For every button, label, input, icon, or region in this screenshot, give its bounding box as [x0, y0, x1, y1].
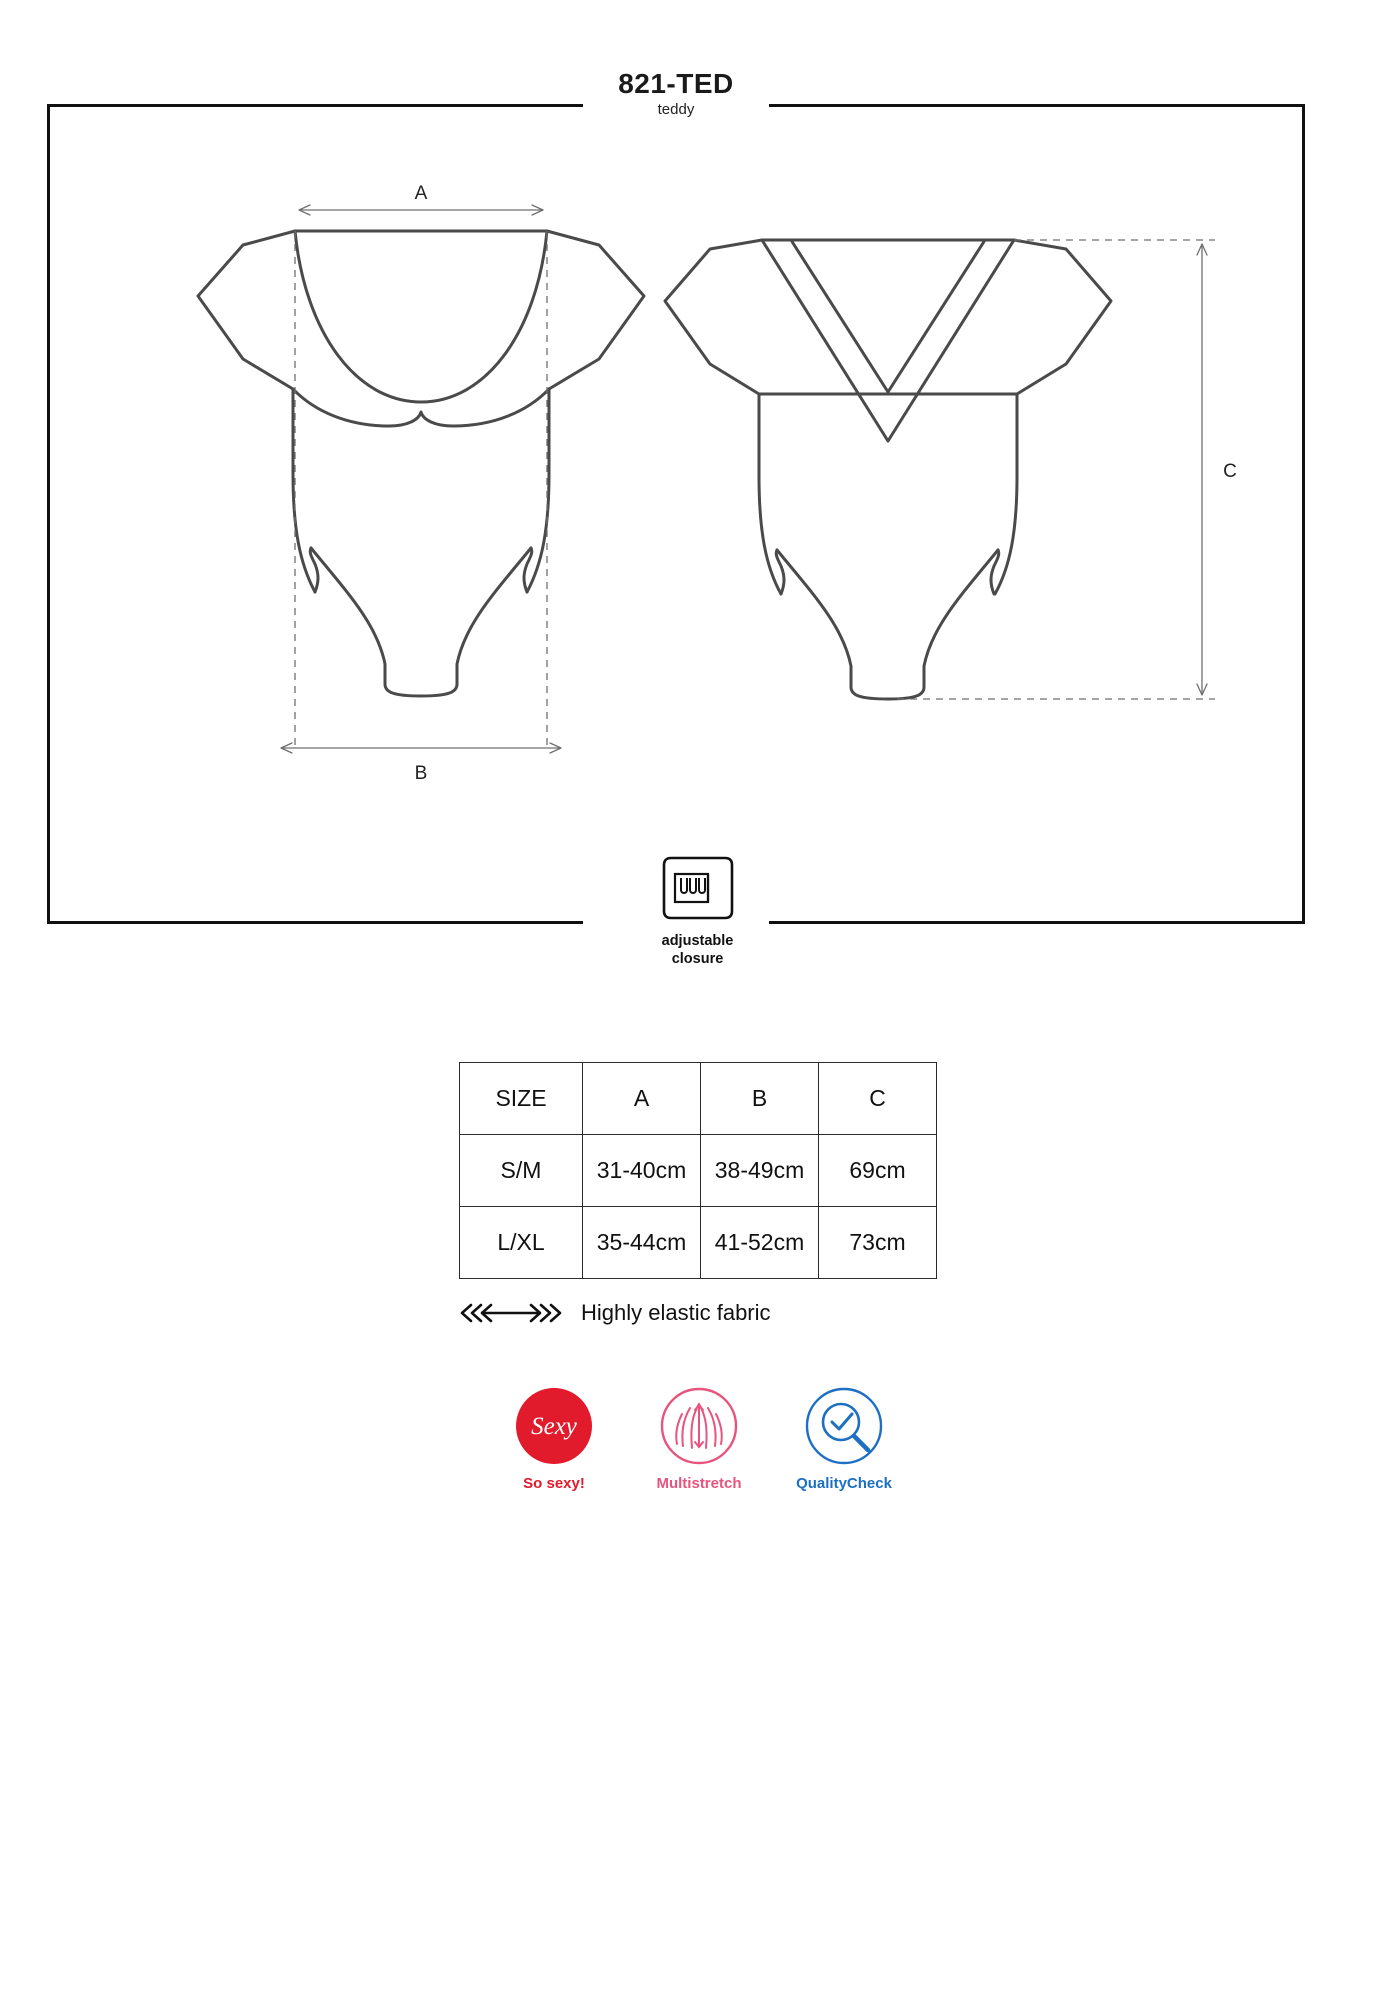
dimension-b [281, 743, 561, 753]
table-header-b: B [701, 1063, 819, 1135]
cell-a: 31-40cm [583, 1135, 701, 1207]
garment-technical-svg [47, 144, 1305, 844]
hook-and-eye-closure-icon [661, 855, 735, 921]
cell-c: 69cm [819, 1135, 937, 1207]
table-row [460, 1207, 937, 1279]
dimension-label-a: A [414, 183, 428, 204]
badge-multistretch [634, 1385, 764, 1492]
badge-so-sexy [489, 1385, 619, 1492]
table-row [460, 1135, 937, 1207]
cell-a: 35-44cm [583, 1207, 701, 1279]
table-header-size: SIZE [460, 1063, 583, 1135]
page-title: 821-TED [618, 68, 734, 99]
page-subtitle: teddy [657, 101, 695, 119]
quality-check-magnifier-icon [804, 1386, 884, 1466]
double-arrow-stretch-icon [459, 1301, 563, 1325]
size-table-container [459, 1062, 936, 1279]
multistretch-icon [659, 1386, 739, 1466]
cell-b: 41-52cm [701, 1207, 819, 1279]
technical-drawing-sheet [47, 68, 1305, 924]
sexy-seal-icon [514, 1386, 594, 1466]
dimension-label-c: C [1223, 461, 1237, 482]
elastic-fabric-label: Highly elastic fabric [581, 1300, 771, 1325]
dimension-c [897, 240, 1215, 699]
cell-b: 38-49cm [701, 1135, 819, 1207]
closure-label-line1: adjustable [661, 933, 734, 949]
elastic-fabric-row [459, 1300, 771, 1326]
table-header-a: A [583, 1063, 701, 1135]
cell-c: 73cm [819, 1207, 937, 1279]
badge-label-multistretch: Multistretch [656, 1475, 742, 1492]
sexy-seal-text: Sexy [531, 1413, 577, 1440]
table-header-c: C [819, 1063, 937, 1135]
dimension-a [295, 205, 547, 748]
closure-label-line2: closure [671, 951, 724, 968]
badge-label-quality-check: QualityCheck [796, 1475, 892, 1492]
size-table [459, 1062, 937, 1279]
garment-drawings [47, 144, 1305, 844]
dimension-label-b: B [414, 763, 428, 784]
back-view [665, 240, 1111, 699]
badge-label-so-sexy: So sexy! [523, 1475, 585, 1492]
cell-size: S/M [460, 1135, 583, 1207]
cell-size: L/XL [460, 1207, 583, 1279]
table-header-row [460, 1063, 937, 1135]
closure-feature [0, 855, 1395, 968]
feature-badges [489, 1385, 909, 1492]
title-block [47, 69, 1305, 118]
front-view [198, 231, 644, 696]
badge-quality-check [779, 1385, 909, 1492]
